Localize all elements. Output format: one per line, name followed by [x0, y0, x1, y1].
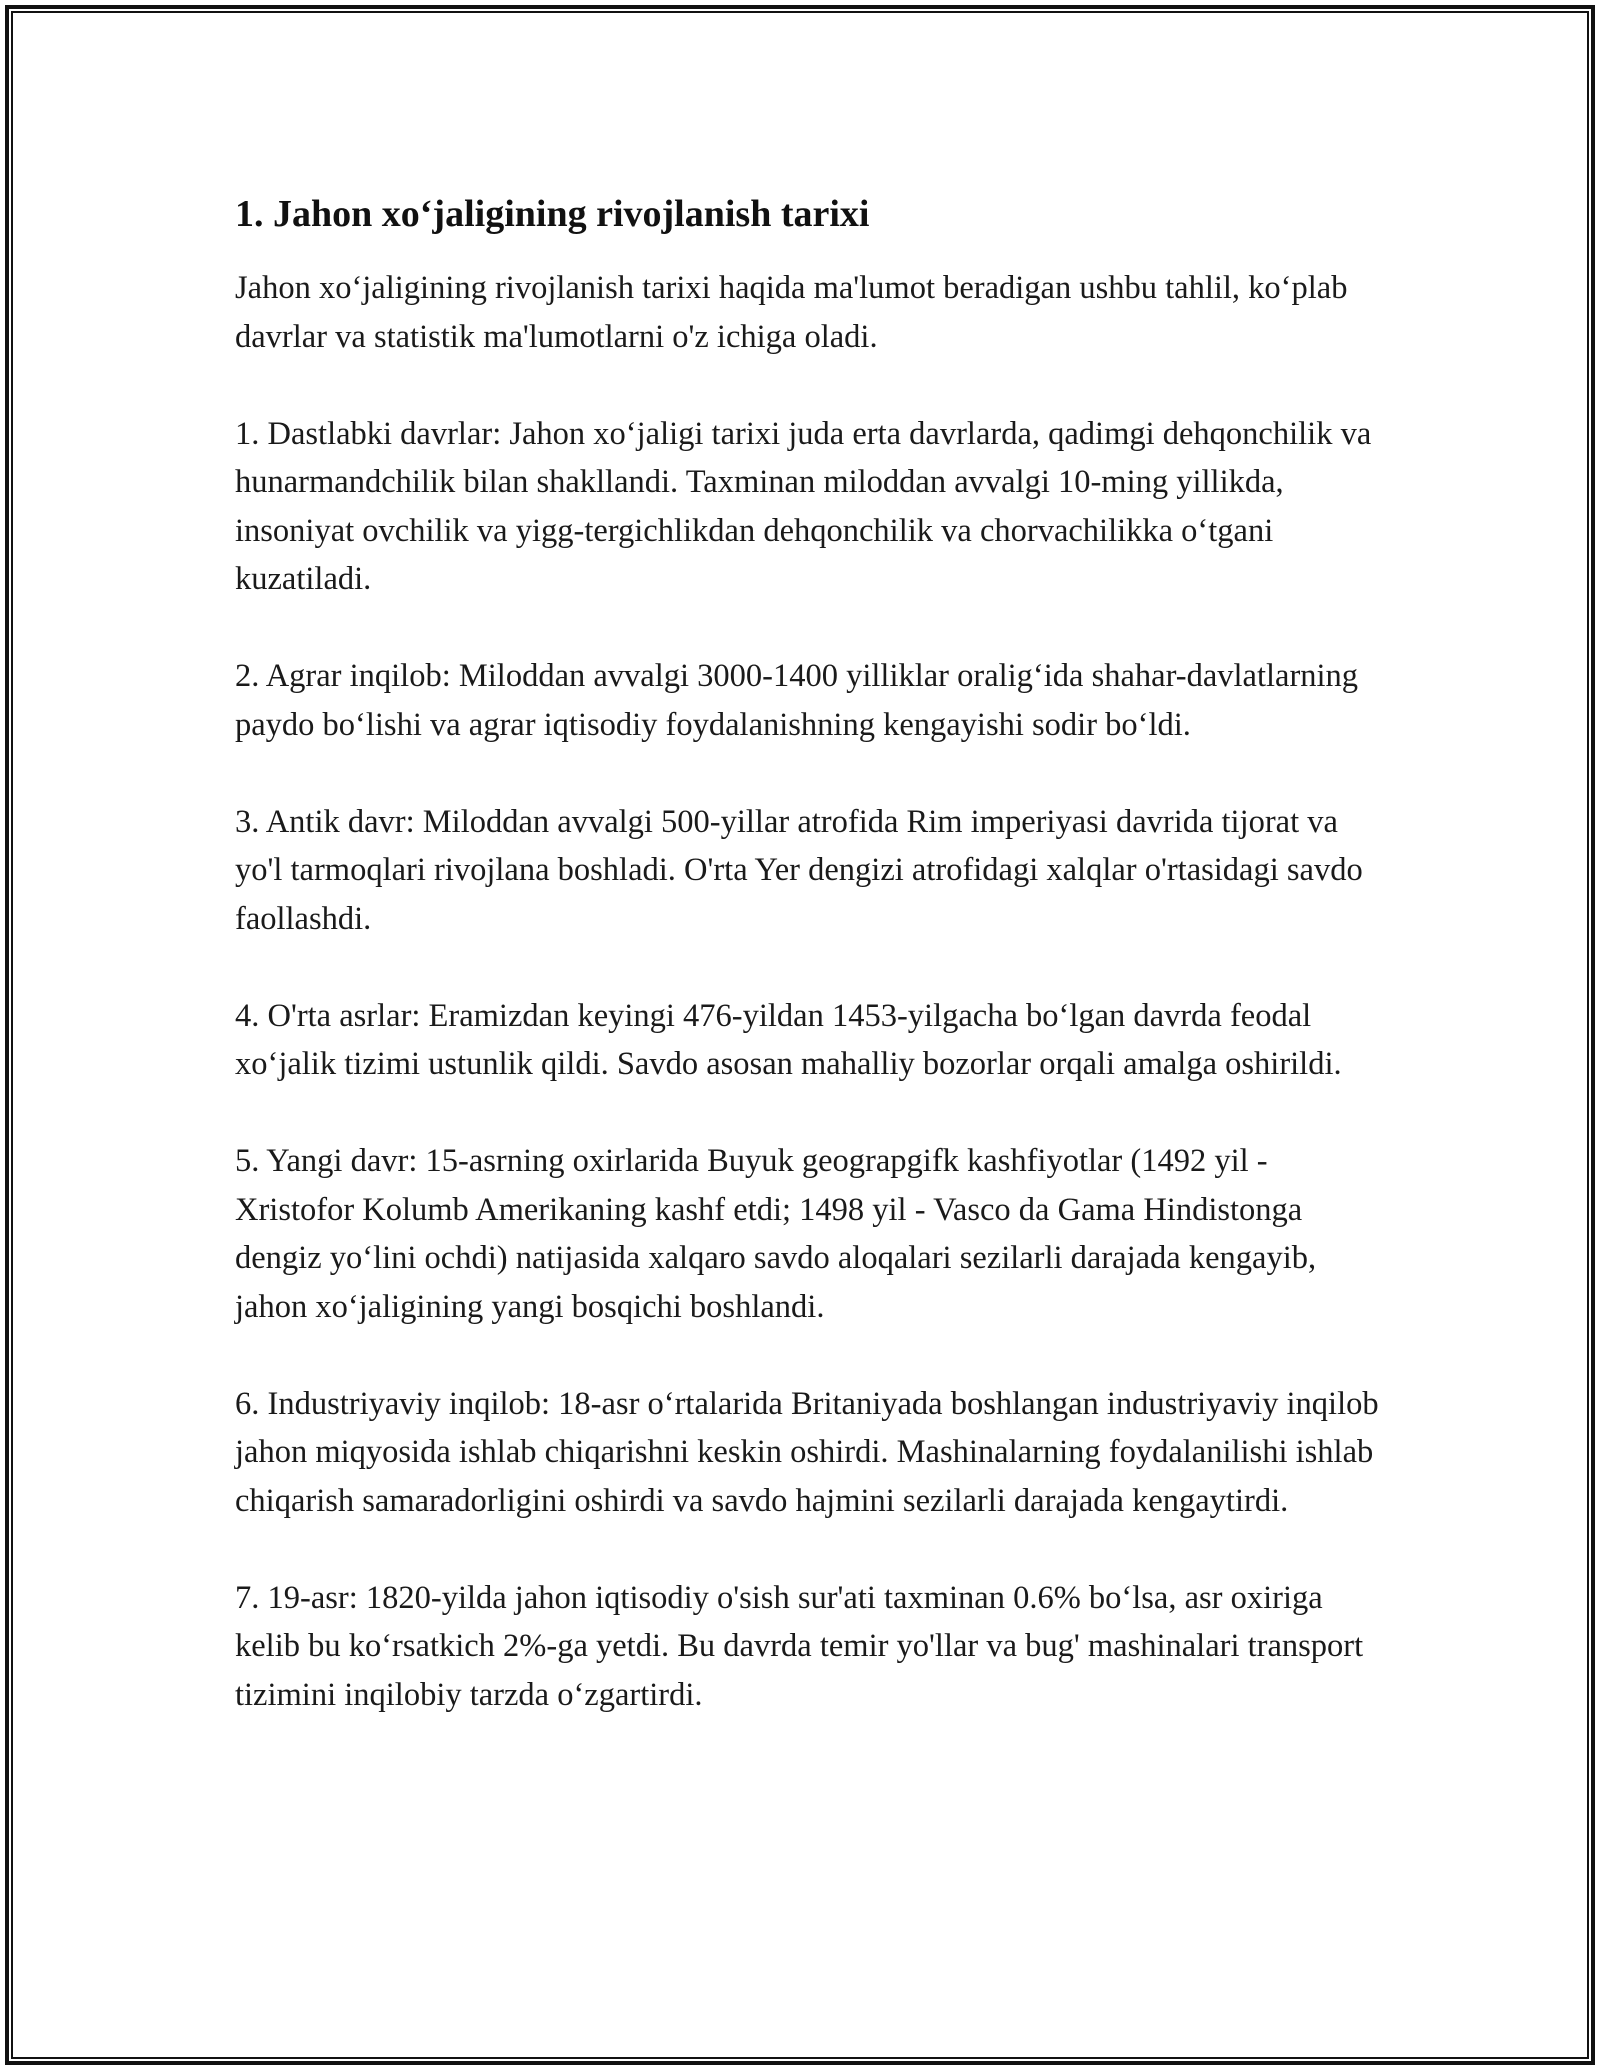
section-paragraph-4: 4. O'rta asrlar: Eramizdan keyingi 476-yildan 1453-yilgacha bo‘lgan davrda feodal xo‘jalik tizimi ustunlik qildi. Savdo asosan mahalliy bozorlar orqali amalga oshirildi.: [235, 997, 1342, 1082]
section-paragraph-2: 2. Agrar inqilob: Miloddan avvalgi 3000-1400 yilliklar oralig‘ida shahar-davlatlarning paydo bo‘lishi va agrar iqtisodiy foydalanishning kengayishi sodir bo‘ldi.: [235, 658, 1359, 743]
section-paragraph-5: 5. Yangi davr: 15-asrning oxirlarida Buyuk geograpgifk kashfiyotlar (1492 yil - Xristofor Kolumb Amerikaning kashf etdi; 1498 yil - Vasco da Gama Hindistonga dengiz yo‘lini ochdi) natijasida xalqaro savdo aloqalari sezilarli darajada kengayib, jahon xo‘jaligining yangi bosqichi boshlandi.: [235, 1143, 1317, 1325]
document-title: 1. Jahon xo‘jaligining rivojlanish tarixi: [235, 193, 870, 235]
section-paragraph-1: 1. Dastlabki davrlar: Jahon xo‘jaligi tarixi juda erta davrlarda, qadimgi dehqonchilik va hunarmandchilik bilan shakllandi. Taxminan miloddan avvalgi 10-ming yillikda, insoniyat ovchilik va yigg-tergichlikdan dehqonchilik va chorvachilikka o‘tgani kuzatiladi.: [235, 415, 1372, 597]
section-paragraph-7: 7. 19-asr: 1820-yilda jahon iqtisodiy o'sish sur'ati taxminan 0.6% bo‘lsa, asr oxiriga kelib bu ko‘rsatkich 2%-ga yetdi. Bu davrda temir yo'llar va bug' mashinalari transport tizimini inqilobiy tarzda o‘zgartirdi.: [235, 1579, 1364, 1713]
section-paragraph-6: 6. Industriyaviy inqilob: 18-asr o‘rtalarida Britaniyada boshlangan industriyaviy inqilob jahon miqyosida ishlab chiqarishni keskin oshirdi. Mashinalarning foydalanilishi ishlab chiqarish samaradorligini oshirdi va savdo hajmini sezilarli darajada kengaytirdi.: [235, 1385, 1379, 1519]
document-body: [235, 188, 1385, 1768]
section-paragraph-3: 3. Antik davr: Miloddan avvalgi 500-yillar atrofida Rim imperiyasi davrida tijorat va yo'l tarmoqlari rivojlana boshladi. O'rta Yer dengizi atrofidagi xalqlar o'rtasidagi savdo faollashdi.: [235, 803, 1363, 937]
intro-paragraph: Jahon xo‘jaligining rivojlanish tarixi haqida ma'lumot beradigan ushbu tahlil, ko‘plab davrlar va statistik ma'lumotlarni o'z ichiga oladi.: [235, 270, 1348, 355]
